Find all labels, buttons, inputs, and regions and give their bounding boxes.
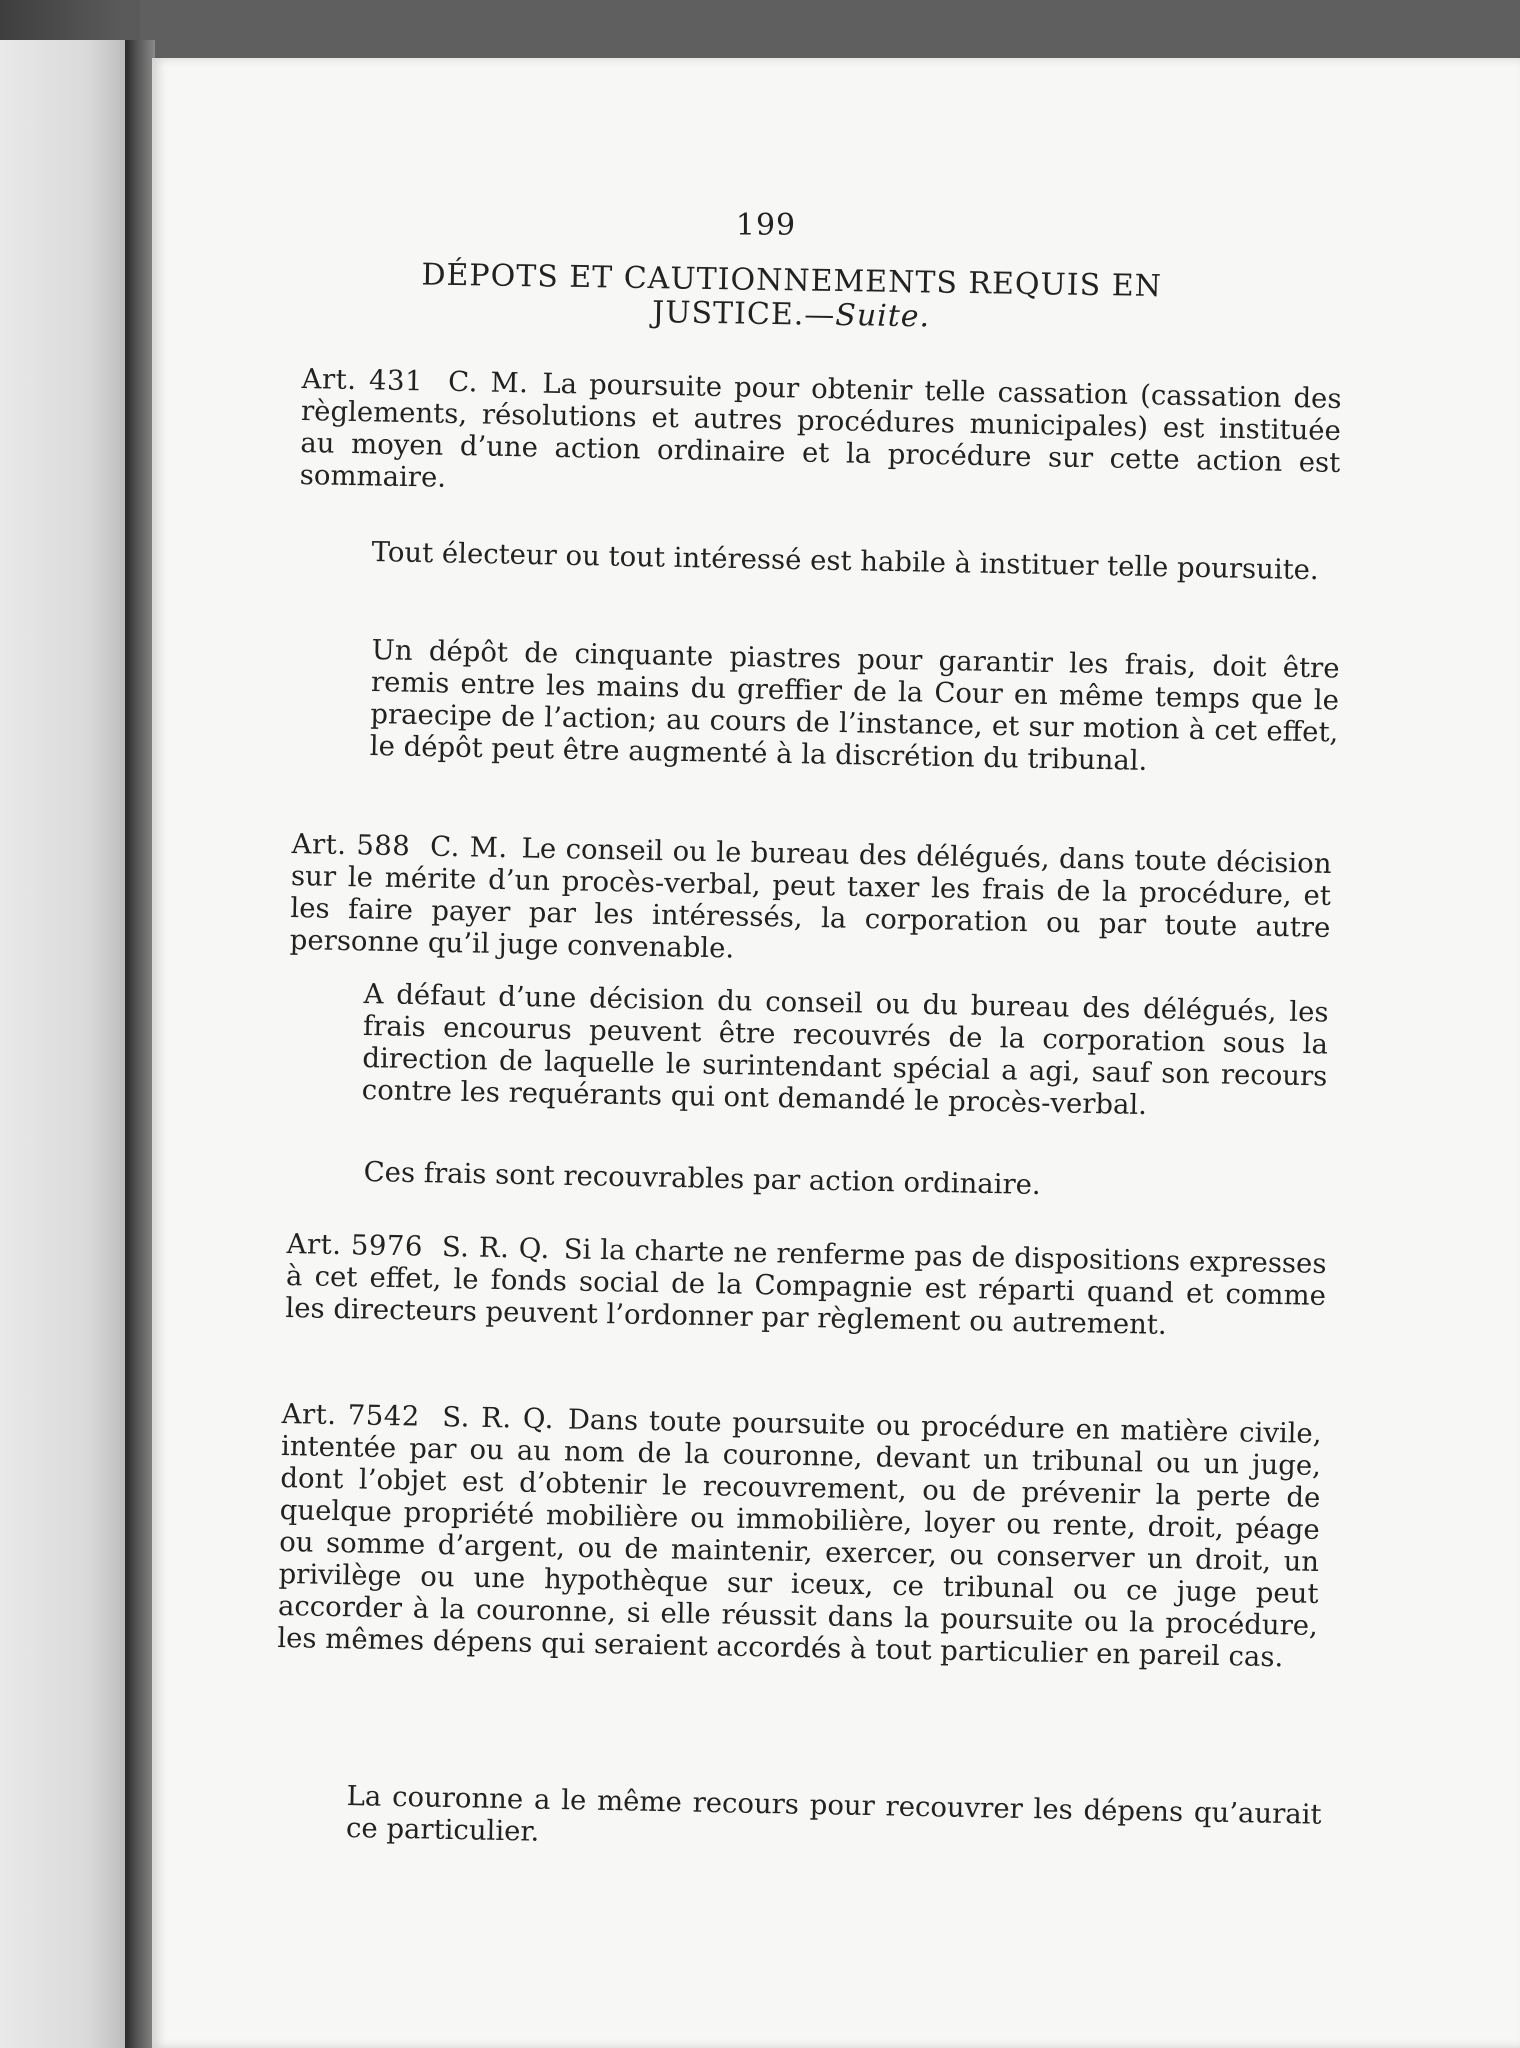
page-title: [391, 258, 1192, 339]
article-5976: [285, 1228, 1327, 1344]
article-588: [290, 828, 1332, 976]
article-588-ref: Art. 588 C. M.: [291, 828, 509, 865]
article-7542: [277, 1398, 1322, 1674]
article-5976-ref: Art. 5976 S. R. Q.: [286, 1228, 551, 1266]
page-number: 199: [735, 208, 797, 243]
article-5976-text-1: Si la charte ne renferme pas de dispositions expresses à cet effet, le fonds social de la Compagnie est réparti quand et comme les directeurs peuvent l’ordonner par règlement ou autrement.: [285, 1233, 1327, 1341]
title-line-1: DÉPOTS ET CAUTIONNEMENTS REQUIS EN: [421, 257, 1163, 305]
article-431-paragraph-2: Tout électeur ou tout intéressé est habile à instituer telle poursuite.: [371, 536, 1320, 587]
title-suite: Suite.: [835, 297, 931, 335]
article-7542-ref: Art. 7542 S. R. Q.: [281, 1398, 555, 1436]
article-431: [300, 363, 1342, 511]
article-588-paragraph-3: Ces frais sont recouvrables par action ordinaire.: [363, 1156, 1041, 1201]
article-7542-paragraph-2: La couronne a le même recours pour recouvrer les dépens qu’aurait ce particulier.: [345, 1780, 1322, 1848]
scan-top-edge: [140, 0, 1520, 62]
title-line-2-text: JUSTICE.—: [651, 295, 836, 333]
article-431-paragraph-3: Un dépôt de cinquante piastres pour garantir les frais, doit être remis entre les mains du greffier de la Cour en même temps que le praecipe de l’action; au cours de l’instance, et sur motion à cet effet, le dépôt peut être augmenté à la discrétion du tribunal.: [369, 634, 1340, 777]
book-spine: [125, 40, 155, 2048]
facing-page-edge: [0, 40, 125, 2048]
document-page: [152, 58, 1520, 2048]
article-7542-text-1: Dans toute poursuite ou procédure en matière civile, intentée par ou au nom de la couronne, devant un tribunal ou un juge, dont l’objet est d’obtenir le recouvrement, ou de prévenir la perte de quelque propriété mobilière ou immobilière, loyer ou rente, droit, péage ou somme d’argent, ou de maintenir, exercer, ou conserver un droit, un privilège ou une hypothèque sur iceux, ce tribunal ou ce juge peut accorder à la couronne, si elle réussit dans la poursuite ou la procédure, les mêmes dépens qui seraient accordés à tout particulier en pareil cas.: [277, 1403, 1322, 1674]
article-588-text-1: Le conseil ou le bureau des délégués, dans toute décision sur le mérite d’un procès-verbal, peut taxer les frais de la procédure, et les faire payer par les intéressés, la corporation ou par toute autre personne qu’il juge convenable.: [289, 832, 1332, 965]
article-431-ref: Art. 431 C. M.: [301, 363, 529, 400]
article-431-paragraph-1: [300, 363, 1342, 511]
article-588-paragraph-2: A défaut d’une décision du conseil ou du bureau des délégués, les frais encourus peuvent être recouvrés de la corporation sous la direction de laquelle le surintendant spécial a agi, sauf son recours contre les requérants qui ont demandé le procès-verbal.: [361, 978, 1329, 1122]
article-431-text-1: La poursuite pour obtenir telle cassation (cassation des règlements, résolutions et autres procédures municipales) est instituée au moyen d’une action ordinaire et la procédure sur cette action est sommaire.: [299, 367, 1342, 494]
